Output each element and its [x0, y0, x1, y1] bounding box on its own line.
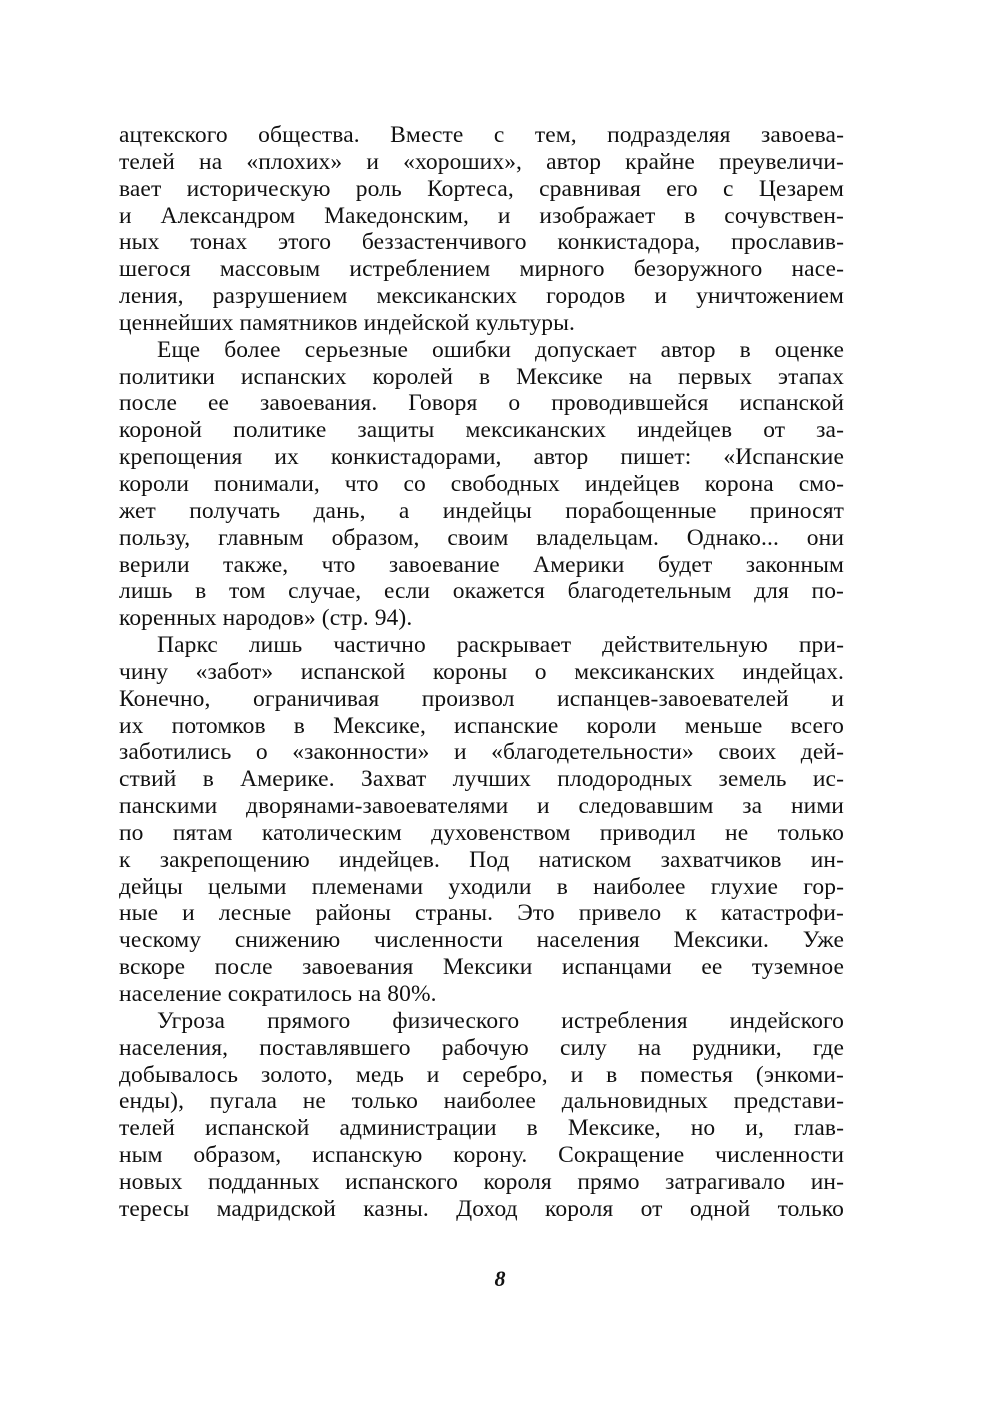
- text-line: ценнейших памятников индейской культуры.: [119, 309, 575, 336]
- text-line: телей на «плохих» и «хороших», автор крайне преувеличи-: [119, 148, 844, 175]
- text-line: короной политике защиты мексиканских индейцев от за-: [119, 417, 844, 444]
- text-line: ацтекского общества. Вместе с тем, подразделяя завоева-: [119, 122, 844, 148]
- text-line: панскими дворянами-завоевателями и следовавшим за ними: [119, 793, 844, 820]
- text-line: Еще более серьезные ошибки допускает автор в оценке: [157, 336, 844, 363]
- paragraph-4: [119, 1008, 844, 1223]
- text-line: пользу, главным образом, своим владельцам. Однако... они: [119, 524, 844, 551]
- text-line: Конечно, ограничивая произвол испанцев-завоевателей и: [119, 685, 844, 712]
- text-line: по пятам католическим духовенством приводил не только: [119, 819, 844, 846]
- text-line: жет получать дань, а индейцы порабощенные приносят: [119, 497, 844, 524]
- page-number: 8: [494, 1266, 506, 1291]
- text-line: ления, разрушением мексиканских городов и уничтожением: [119, 283, 844, 310]
- text-line: после ее завоевания. Говоря о проводившейся испанской: [119, 390, 844, 417]
- text-line: вает историческую роль Кортеса, сравнивая его с Цезарем: [119, 175, 844, 202]
- text-line: к закрепощению индейцев. Под натиском захватчиков ин-: [119, 846, 844, 873]
- text-line: коренных народов» (стр. 94).: [119, 605, 413, 632]
- text-line: ных тонах этого беззастенчивого конкистадора, прославив-: [119, 229, 844, 256]
- text-line: чину «забот» испанской короны о мексиканских индейцах.: [119, 658, 844, 685]
- text-line: добывалось золото, медь и серебро, и в поместья (энкоми-: [119, 1061, 844, 1088]
- text-line: политики испанских королей в Мексике на первых этапах: [119, 363, 844, 390]
- text-line: дейцы целыми племенами уходили в наиболее глухие гор-: [119, 873, 844, 900]
- text-line: крепощения их конкистадорами, автор пишет: «Испанские: [119, 444, 844, 471]
- text-line: новых подданных испанского короля прямо затрагивало ин-: [119, 1168, 844, 1195]
- paragraph-2: [119, 337, 844, 632]
- text-line: ческому снижению численности населения Мексики. Уже: [119, 927, 844, 954]
- text-line: тересы мадридской казны. Доход короля от одной только: [119, 1195, 844, 1222]
- text-line: Паркс лишь частично раскрывает действительную при-: [157, 632, 844, 659]
- text-line: енды), пугала не только наиболее дальновидных представи-: [119, 1088, 844, 1115]
- page-body: [119, 122, 844, 1223]
- text-line: верили также, что завоевание Америки будет законным: [119, 551, 844, 578]
- text-line: и Александром Македонским, и изображает в сочувствен-: [119, 202, 844, 229]
- text-line: телей испанской администрации в Мексике, но и, глав-: [119, 1115, 844, 1142]
- paragraph-1: [119, 122, 844, 337]
- text-line: короли понимали, что со свободных индейцев корона смо-: [119, 470, 844, 497]
- text-line: ные и лесные районы страны. Это привело к катастрофи-: [119, 900, 844, 927]
- paragraph-3: [119, 632, 844, 1008]
- text-line: вскоре после завоевания Мексики испанцами ее туземное: [119, 954, 844, 981]
- text-line: Угроза прямого физического истребления индейского: [157, 1007, 844, 1034]
- text-line: населения, поставлявшего рабочую силу на рудники, где: [119, 1034, 844, 1061]
- text-line: шегося массовым истреблением мирного безоружного насе-: [119, 256, 844, 283]
- text-line: ным образом, испанскую корону. Сокращение численности: [119, 1142, 844, 1169]
- text-line: заботились о «законности» и «благодетельности» своих дей-: [119, 739, 844, 766]
- text-line: лишь в том случае, если окажется благодетельным для по-: [119, 578, 844, 605]
- text-line: население сократилось на 80%.: [119, 981, 437, 1007]
- text-line: ствий в Америке. Захват лучших плодородных земель ис-: [119, 766, 844, 793]
- text-line: их потомков в Мексике, испанские короли меньше всего: [119, 712, 844, 739]
